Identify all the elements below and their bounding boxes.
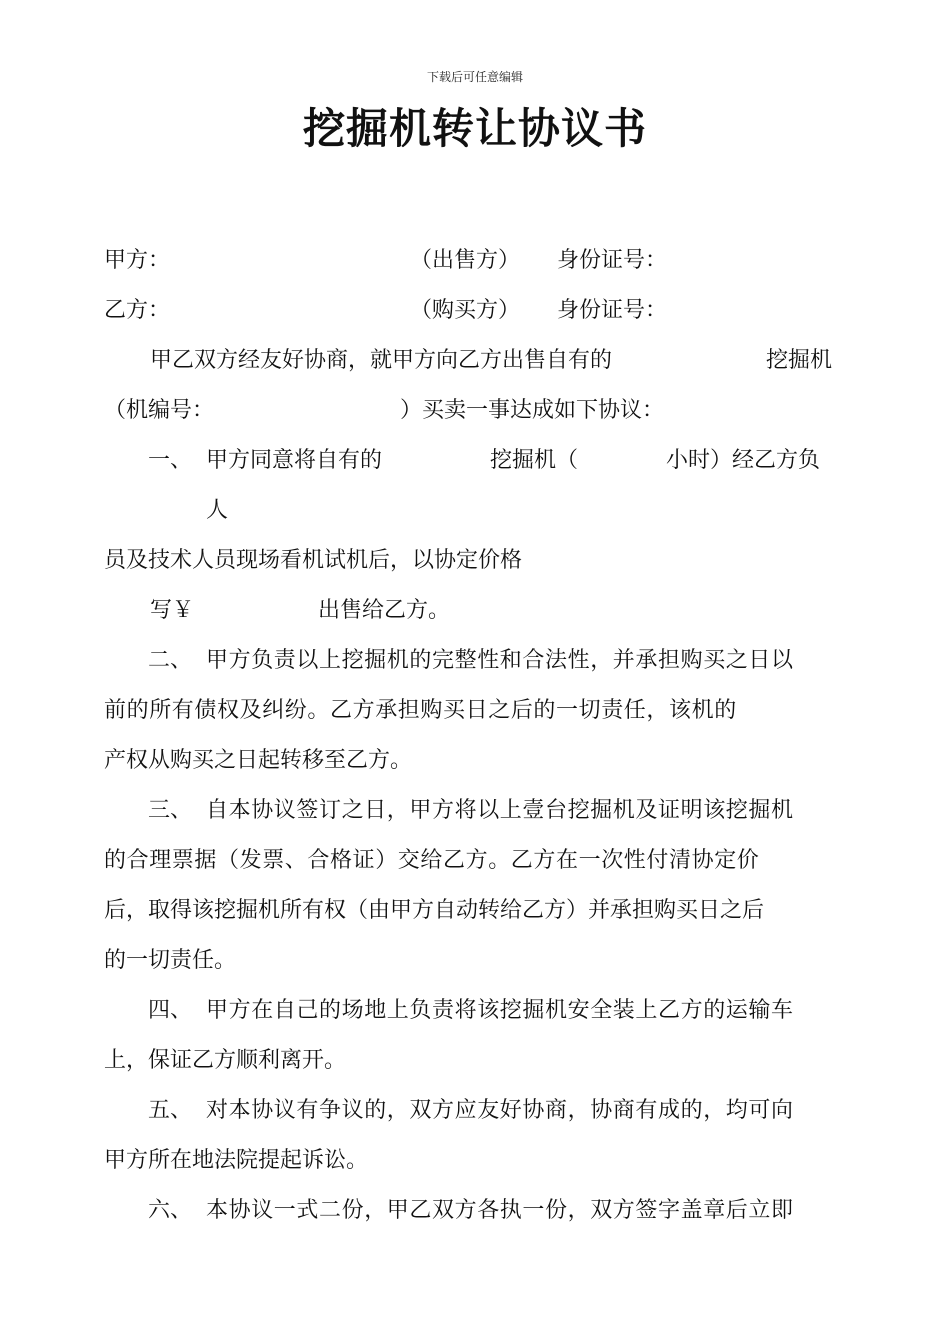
party-b-id-label: 身份证号：: [557, 298, 668, 323]
clause-3-number: 三、: [148, 798, 193, 823]
clause-3-line-3: 后，取得该挖掘机所有权（由甲方自动转给乙方）并承担购买日之后: [104, 898, 765, 923]
intro-line-1-a: 甲乙双方经友好协商，就甲方向乙方出售自有的: [150, 348, 613, 373]
clause-2-number: 二、: [148, 648, 193, 673]
intro-line-2-b: ）买卖一事达成如下协议：: [400, 398, 665, 423]
clause-1-line-3-a: 写￥: [150, 598, 195, 623]
clause-5-line-1: 对本协议有争议的，双方应友好协商，协商有成的，均可向: [206, 1098, 794, 1123]
clause-3-line-2: 的合理票据（发票、合格证）交给乙方。乙方在一次性付清协定价: [104, 848, 760, 873]
clause-1-line-3-b: 出售给乙方。: [318, 598, 451, 623]
clause-1-part-a: 甲方同意将自有的: [206, 448, 383, 473]
clause-1-wrap: 人: [206, 498, 229, 523]
intro-line-2-a: （机编号：: [104, 398, 215, 423]
clause-1-part-c: 小时）经乙方负: [666, 448, 821, 473]
clause-1-number: 一、: [148, 448, 193, 473]
party-b-label: 乙方：: [104, 298, 171, 323]
clause-2-line-3: 产权从购买之日起转移至乙方。: [104, 748, 413, 773]
clause-3-line-4: 的一切责任。: [104, 948, 237, 973]
party-b-role: （购买方）: [410, 298, 521, 323]
clause-5-number: 五、: [148, 1098, 193, 1123]
clause-2-line-1: 甲方负责以上挖掘机的完整性和合法性，并承担购买之日以: [206, 648, 794, 673]
header-note: 下载后可任意编辑: [426, 70, 523, 84]
clause-6-line-1: 本协议一式二份，甲乙双方各执一份，双方签字盖章后立即: [206, 1198, 794, 1223]
clause-2-line-2: 前的所有债权及纠纷。乙方承担购买日之后的一切责任，该机的: [104, 698, 737, 723]
clause-4-number: 四、: [148, 998, 193, 1023]
party-a-role: （出售方）: [410, 248, 521, 273]
clause-1-part-b: 挖掘机（: [490, 448, 579, 473]
clause-4-line-2: 上，保证乙方顺利离开。: [104, 1048, 347, 1073]
clause-1-line-2: 员及技术人员现场看机试机后，以协定价格: [104, 548, 523, 573]
clause-6-number: 六、: [148, 1198, 193, 1223]
page-title: 挖掘机转让协议书: [302, 104, 647, 153]
clause-4-line-1: 甲方在自己的场地上负责将该挖掘机安全装上乙方的运输车: [206, 998, 794, 1023]
party-a-label: 甲方：: [104, 248, 171, 273]
clause-5-line-2: 甲方所在地法院提起诉讼。: [104, 1148, 369, 1173]
intro-line-1-b: 挖掘机: [766, 348, 833, 373]
party-a-id-label: 身份证号：: [557, 248, 668, 273]
clause-3-line-1: 自本协议签订之日，甲方将以上壹台挖掘机及证明该挖掘机: [206, 798, 794, 823]
